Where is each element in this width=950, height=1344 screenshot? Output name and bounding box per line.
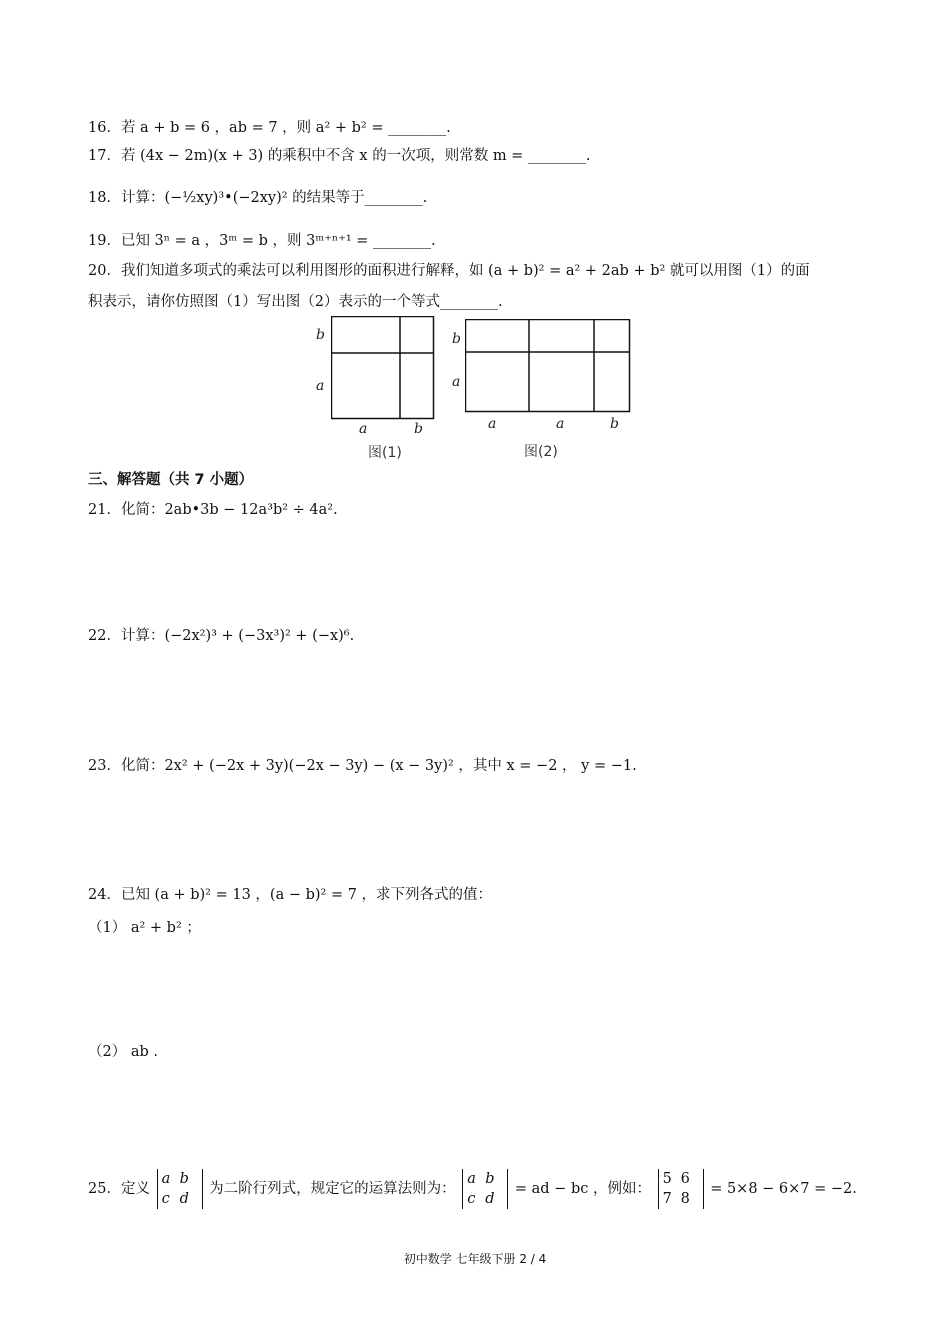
q25-example-text: = 5×8 − 6×7 = −2. bbox=[710, 1181, 857, 1197]
question-20-line2: 积表示，请你仿照图（1）写出图（2）表示的一个等式________. bbox=[88, 294, 503, 310]
figure-1-diagram bbox=[331, 316, 435, 420]
determinant-rule: a b c d bbox=[462, 1169, 508, 1209]
question-24: 24．已知 (a + b)² = 13 ，(a − b)² = 7 ，求下列各式的值： bbox=[88, 887, 493, 903]
question-21: 21．化简：2ab•3b − 12a³b² ÷ 4a². bbox=[88, 502, 338, 518]
fig2-bottom-label-b: b bbox=[610, 416, 619, 432]
fig1-bottom-label-b: b bbox=[414, 421, 423, 437]
question-16: 16．若 a + b = 6 ，ab = 7 ，则 a² + b² = ________. bbox=[88, 120, 451, 136]
question-25 bbox=[88, 1166, 857, 1212]
question-23: 23．化简：2x² + (−2x + 3y)(−2x − 3y) − (x − 3y)² ，其中 x = −2 ， y = −1. bbox=[88, 758, 637, 774]
fig1-left-label-b: b bbox=[316, 327, 325, 343]
q25-rule-text: = ad − bc ，例如： bbox=[514, 1181, 651, 1197]
fig1-caption: 图(1) bbox=[368, 445, 402, 461]
q25-mid-text: 为二阶行列式，规定它的运算法则为： bbox=[209, 1181, 456, 1197]
question-19: 19．已知 3ⁿ = a ，3ᵐ = b ，则 3ᵐ⁺ⁿ⁺¹ = ________. bbox=[88, 233, 436, 249]
q25-prefix: 25．定义 bbox=[88, 1181, 150, 1197]
question-20-line1: 20．我们知道多项式的乘法可以利用图形的面积进行解释，如 (a + b)² = a² + 2ab + b² 就可以用图（1）的面 bbox=[88, 263, 810, 279]
determinant-definition: a b c d bbox=[157, 1169, 203, 1209]
fig2-caption: 图(2) bbox=[524, 444, 558, 460]
fig2-left-label-a: a bbox=[452, 374, 461, 390]
determinant-example: 5 6 7 8 bbox=[658, 1169, 704, 1209]
figure-2-diagram bbox=[465, 319, 631, 413]
fig1-bottom-label-a: a bbox=[359, 421, 368, 437]
fig2-bottom-label-a1: a bbox=[488, 416, 497, 432]
fig1-left-label-a: a bbox=[316, 378, 325, 394]
question-24-part-2: （2） ab . bbox=[88, 1044, 158, 1060]
question-22: 22．计算：(−2x²)³ + (−3x³)² + (−x)⁶. bbox=[88, 628, 355, 644]
page-footer: 初中数学 七年级下册 2 / 4 bbox=[403, 1252, 547, 1266]
fig2-left-label-b: b bbox=[452, 331, 461, 347]
question-17: 17．若 (4x − 2m)(x + 3) 的乘积中不含 x 的一次项，则常数 m = ________. bbox=[88, 148, 591, 164]
question-24-part-1: （1） a² + b² ； bbox=[88, 920, 201, 936]
fig2-bottom-label-a2: a bbox=[556, 416, 565, 432]
question-18: 18．计算：(−½xy)³•(−2xy)² 的结果等于________. bbox=[88, 190, 428, 206]
section-3-heading: 三、解答题（共 7 小题） bbox=[88, 472, 254, 488]
